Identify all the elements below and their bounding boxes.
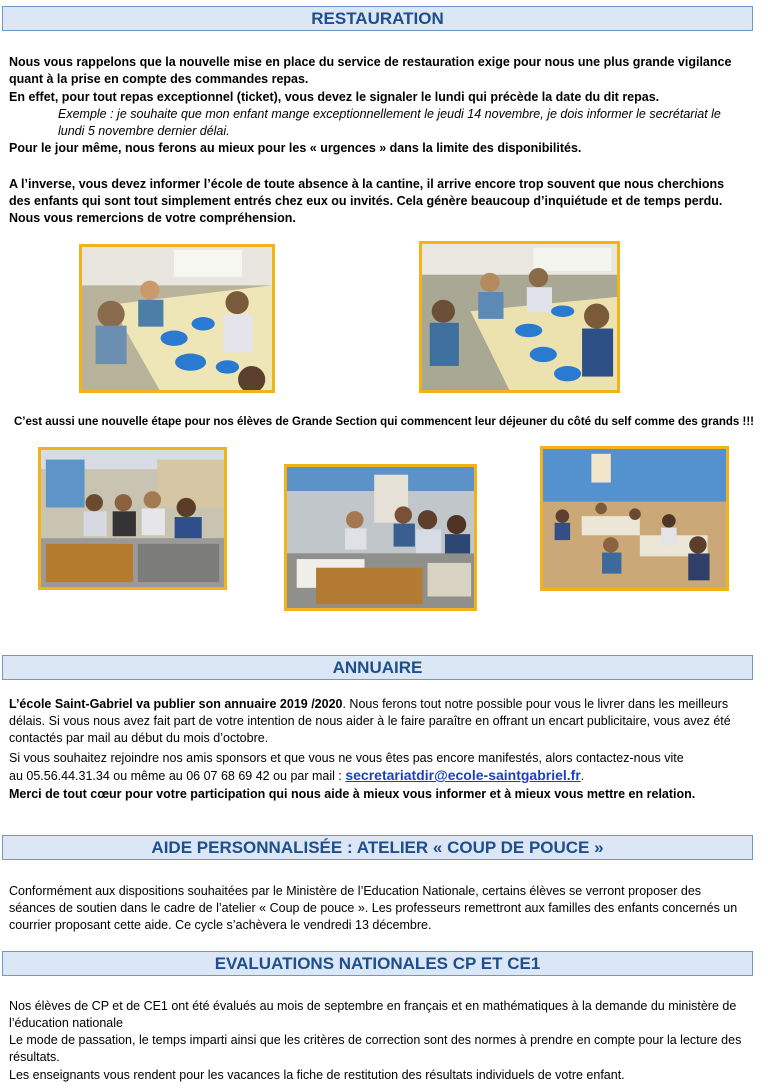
self-photo-3 [540, 446, 729, 591]
annuaire-lead: L’école Saint-Gabriel va publier son annuaire 2019 /2020 [9, 697, 343, 711]
restauration-paragraph-1: Nous vous rappelons que la nouvelle mise en place du service de restauration exige pour nous une plus grande vigilance quant à la prise en compte des commandes repas. [9, 55, 732, 86]
annuaire-line-2: Si vous souhaitez rejoindre nos amis sponsors et que vous ne vous êtes pas encore manifestés, alors contactez-nous vite [9, 751, 684, 765]
annuaire-thanks: Merci de tout cœur pour votre participation qui nous aide à mieux vous informer et à mieux vous mettre en relation. [9, 787, 696, 801]
section-title-annuaire: ANNUAIRE [2, 655, 753, 680]
restauration-paragraph-3: Pour le jour même, nous ferons au mieux pour les « urgences » dans la limite des disponibilités. [9, 141, 582, 155]
annuaire-lead-rest: . Nous ferons tout notre possible pour vous le livrer dans les meilleurs délais. Si vous nous avez fait part de votre intention de nous aider à le faire paraître en offrant un encart publicitaire, vous avez été contactés par mail au début du mois d’octobre. [9, 697, 731, 745]
section-title-restauration: RESTAURATION [2, 6, 753, 31]
restauration-example: Exemple : je souhaite que mon enfant mange exceptionnellement le jeudi 14 novembre, je dois informer le secrétariat le lundi 5 novembre dernier délai. [58, 107, 721, 138]
evaluations-paragraph-3: Les enseignants vous rendent pour les vacances la fiche de restitution des résultats individuels de votre enfant. [9, 1068, 625, 1082]
annuaire-paragraph [9, 696, 747, 747]
cantine-photo-2 [419, 241, 620, 393]
email-link[interactable]: secretariatdir@ecole-saintgabriel.fr [345, 767, 581, 783]
restauration-paragraph-2: En effet, pour tout repas exceptionnel (ticket), vous devez le signaler le lundi qui précède la date du dit repas. [9, 90, 660, 104]
evaluations-paragraph-1: Nos élèves de CP et de CE1 ont été évalués au mois de septembre en français et en mathématiques à la demande du ministère de l’éducation nationale [9, 999, 737, 1030]
restauration-paragraph-4: A l’inverse, vous devez informer l’école de toute absence à la cantine, il arrive encore trop souvent que nous cherchions des enfants qui sont tout simplement entrés chez eux ou invités. Cela génère beaucoup d’inquiétude et de temps perdu. Nous vous remercions de votre compréhension. [9, 177, 725, 225]
annuaire-contact-prefix: au 05.56.44.31.34 ou même au 06 07 68 69 42 ou par mail : [9, 769, 346, 783]
section-title-aide-personnalisee: AIDE PERSONNALISÉE : ATELIER « COUP DE POUCE » [2, 835, 753, 860]
evaluations-paragraph-2: Le mode de passation, le temps imparti ainsi que les critères de correction sont des normes à prendre en compte pour la lecture des résultats. [9, 1033, 742, 1064]
self-photo-2 [284, 464, 477, 611]
annuaire-contact-suffix: . [580, 769, 585, 783]
cantine-photo-1 [79, 244, 275, 393]
section-title-evaluations: EVALUATIONS NATIONALES CP ET CE1 [2, 951, 753, 976]
grande-section-caption: C’est aussi une nouvelle étape pour nos élèves de Grande Section qui commencent leur déjeuner du côté du self comme des grands !!! [13, 416, 755, 428]
self-photo-1 [38, 447, 227, 590]
annuaire-contact-line [9, 767, 747, 785]
aide-paragraph: Conformément aux dispositions souhaitées par le Ministère de l’Education Nationale, certains élèves se verront proposer des séances de soutien dans le cadre de l’atelier « Coup de pouce ». Les professeurs remettront aux familles des enfants concernés un courrier proposant cette aide. Ce cycle s’achèvera le vendredi 13 décembre. [9, 884, 738, 932]
